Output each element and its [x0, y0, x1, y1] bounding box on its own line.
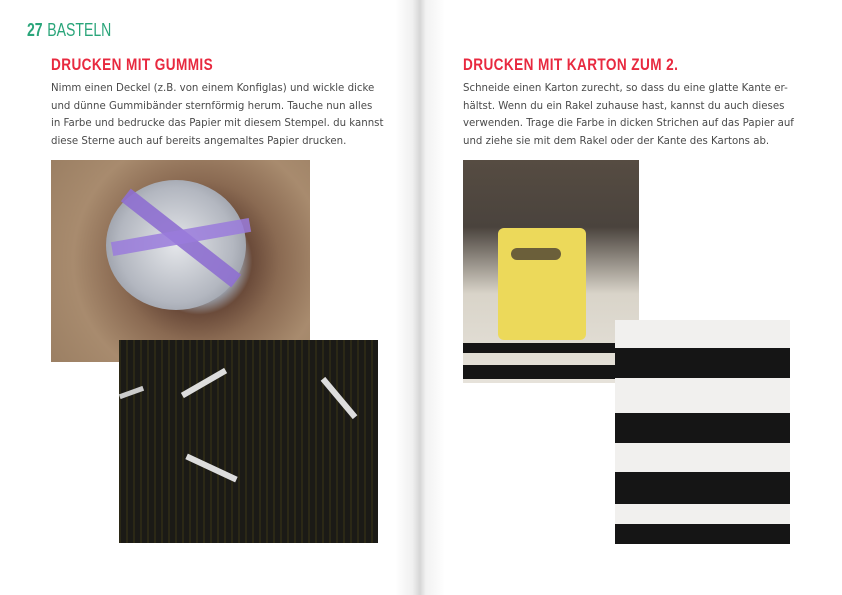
section-title: BASTELN: [47, 20, 112, 40]
running-head: [27, 20, 111, 41]
text-line: in Farbe und bedrucke das Papier mit diesem Stempel. du kannst: [51, 118, 384, 130]
text-line: und dünne Gummibänder sternförmig herum. Tauche nun alles: [51, 100, 373, 112]
photo-star-prints: [119, 340, 378, 543]
page-number: 27: [27, 20, 43, 40]
text-line: verwenden. Trage die Farbe in dicken Strichen auf das Papier auf: [463, 118, 794, 130]
text-line: Nimm einen Deckel (z.B. von einem Konfiglas) und wickle dicke: [51, 83, 375, 94]
section-heading: DRUCKEN MIT KARTON ZUM 2.: [463, 55, 679, 74]
book-gutter-shadow: [395, 0, 445, 595]
text-line: und ziehe sie mit dem Rakel oder der Kante des Kartons ab.: [463, 135, 770, 147]
text-line: diese Sterne auch auf bereits angemaltes Papier drucken.: [51, 135, 347, 147]
photo-scraped-stripes: [615, 320, 790, 544]
body-text: [463, 80, 794, 150]
text-line: Schneide einen Karton zurecht, so dass du eine glatte Kante er-: [463, 83, 788, 94]
text-line: hältst. Wenn du ein Rakel zuhause hast, kannst du auch dieses: [463, 100, 785, 112]
body-text: [51, 80, 383, 150]
photo-cardboard-scraper: [463, 160, 639, 383]
photo-lid-stamp: [51, 160, 310, 362]
section-heading: DRUCKEN MIT GUMMIS: [51, 55, 214, 74]
